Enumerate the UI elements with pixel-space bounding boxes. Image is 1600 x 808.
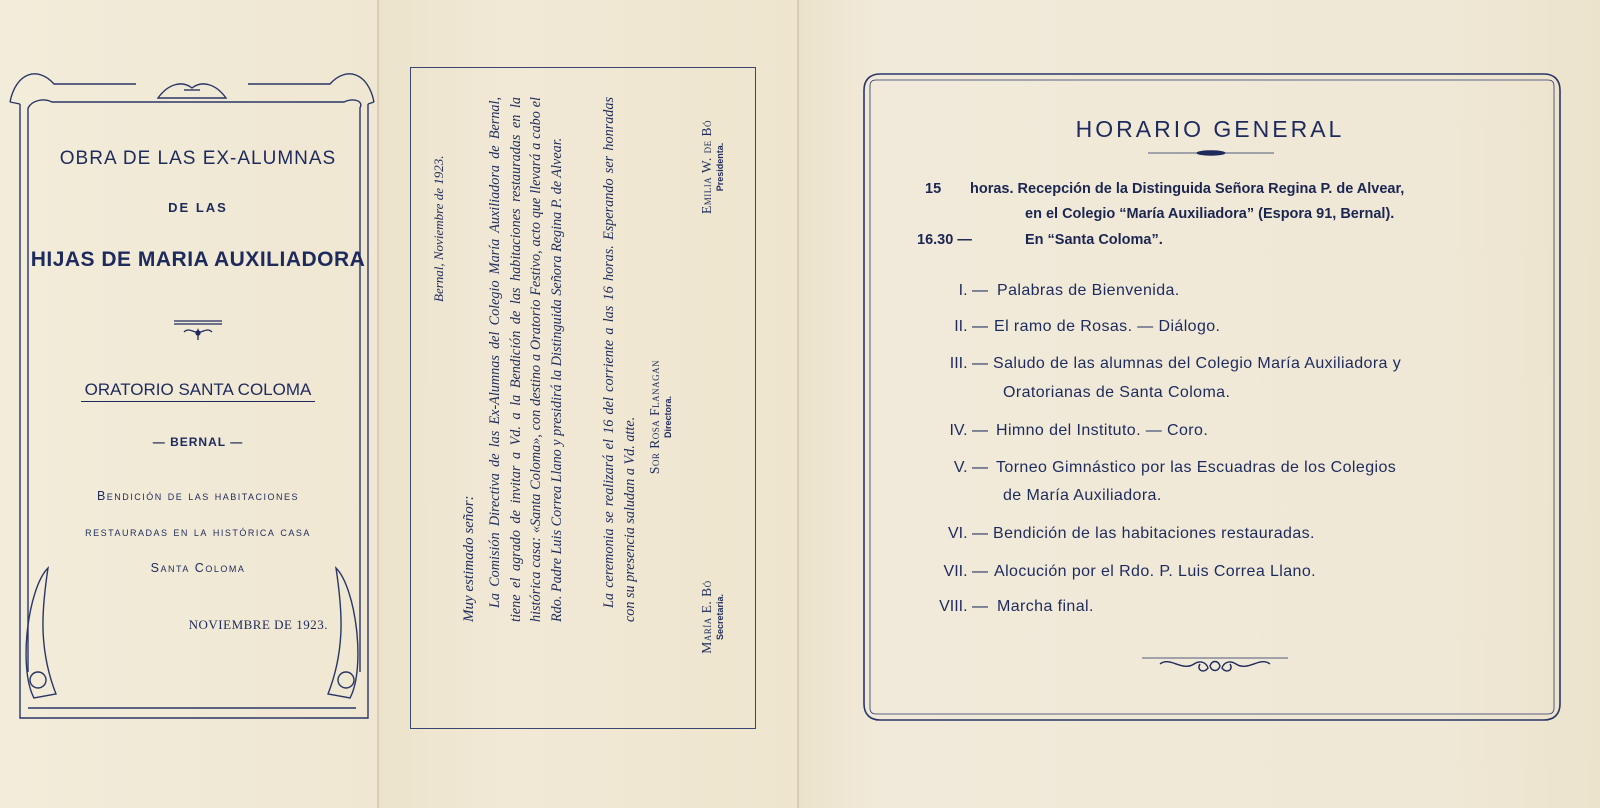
program-number: VIII. — xyxy=(939,598,988,615)
letter-closing: La ceremonia se realizará el 16 del corriente a las 16 horas. Esperando ser honradas con su presencia saludan a Vd. atte. xyxy=(601,97,638,622)
letter-salutation: Muy estimado señor: xyxy=(461,495,477,622)
signature-secretary: María E. Bó Secretaria. xyxy=(699,580,725,654)
intro-time: 15 xyxy=(925,181,942,197)
program-item: Himno del Instituto. — Coro. xyxy=(996,422,1209,439)
program-item: El ramo de Rosas. — Diálogo. xyxy=(994,318,1221,335)
fold-line xyxy=(797,0,799,808)
letter-body: La Comisión Directiva de las Ex-Alumnas del Colegio María Auxiliadora de Bernal, tiene el agrado de invitar a Vd. a la Bendición de las habitaciones restauradas en la histórica casa: «Santa Coloma», con destino a Oratorio Festivo, acto que llevará a cabo el Rdo. Padre Luis Correa Llano y presidirá la Distinguida Señora Regina P. de Alvear. xyxy=(487,97,565,622)
bottom-flourish xyxy=(1140,650,1290,680)
program-number: I. — xyxy=(958,282,988,299)
cover-subtitle: DE LAS xyxy=(168,200,228,215)
intro-line: horas. Recepción de la Distinguida Señora Regina P. de Alvear, xyxy=(970,181,1405,197)
signature-president: Emilia W. de Bó Presidenta. xyxy=(699,120,725,214)
program-item: Palabras de Bienvenida. xyxy=(997,282,1180,299)
program-item: Bendición de las habitaciones restauradas. xyxy=(993,525,1315,542)
fleuron-ornament xyxy=(168,318,228,342)
cover-title: OBRA DE LAS EX-ALUMNAS xyxy=(59,148,337,169)
program-number: V. — xyxy=(953,459,988,476)
title-flourish xyxy=(1148,146,1274,160)
program-item-continuation: Oratorianas de Santa Coloma. xyxy=(1003,384,1231,401)
letter-date: Bernal, Noviembre de 1923. xyxy=(431,155,446,302)
program-item-continuation: de María Auxiliadora. xyxy=(1003,487,1162,504)
fold-line xyxy=(377,0,379,808)
signature-director: Sor Rosa Flanagan Directora. xyxy=(647,359,673,475)
program-number: III. — xyxy=(949,355,988,372)
cover-date: NOVIEMBRE DE 1923. xyxy=(188,617,328,632)
event-description: Bendición de las habitaciones restauradas en la histórica casa Santa Coloma xyxy=(85,489,311,575)
program-item: Marcha final. xyxy=(997,598,1094,615)
oratorio-name: ORATORIO SANTA COLOMA xyxy=(20,380,376,400)
program-number: VI. — xyxy=(947,525,988,542)
intro-line: en el Colegio “María Auxiliadora” (Espora 91, Bernal). xyxy=(1025,206,1395,222)
program-number: VII. — xyxy=(943,563,988,580)
program-number: IV. — xyxy=(949,422,988,439)
cover xyxy=(20,0,376,808)
program-number: II. — xyxy=(954,318,988,335)
invitation-letter xyxy=(413,68,753,722)
schedule-title: HORARIO GENERAL xyxy=(1075,116,1345,142)
intro-time: 16.30 — xyxy=(917,232,972,248)
location-label: — BERNAL — xyxy=(152,435,244,449)
program-item: Saludo de las alumnas del Colegio María Auxiliadora y xyxy=(993,355,1402,372)
program-item: Alocución por el Rdo. P. Luis Correa Llano. xyxy=(994,563,1316,580)
program-item: Torneo Gimnástico por las Escuadras de los Colegios xyxy=(996,459,1397,476)
intro-line: En “Santa Coloma”. xyxy=(1025,232,1163,248)
cover-heading: HIJAS DE MARIA AUXILIADORA xyxy=(30,248,366,271)
